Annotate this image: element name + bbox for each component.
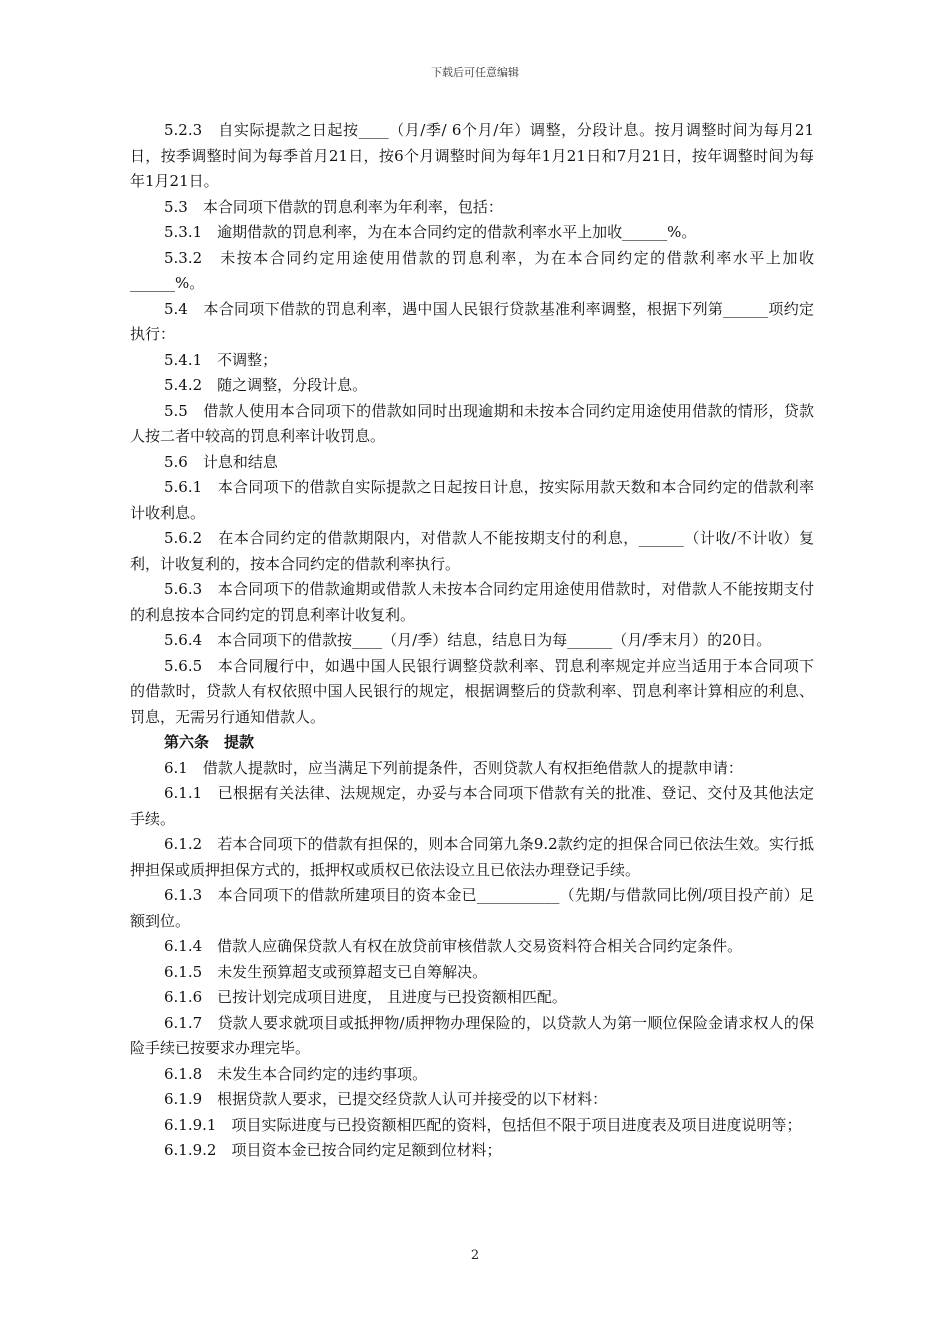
clause-5-2-3: 5.2.3 自实际提款之日起按____（月/季/ 6个月/年）调整，分段计息。按月调整时间为每月21日，按季调整时间为每季首月21日，按6个月调整时间为每年1月21日和7月21日，按年调整时间为每年1月21日。 <box>130 121 814 190</box>
clause-5-4: 5.4 本合同项下借款的罚息利率，遇中国人民银行贷款基准利率调整，根据下列第______项约定执行： <box>130 299 814 343</box>
clause-5-6-1: 5.6.1 本合同项下的借款自实际提款之日起按日计息，按实际用款天数和本合同约定的借款利率计收利息。 <box>130 478 814 522</box>
clause-6-1-1: 6.1.1 已根据有关法律、法规规定，办妥与本合同项下借款有关的批准、登记、交付及其他法定手续。 <box>130 784 814 828</box>
document-body <box>130 118 814 1164</box>
page-header: 下载后可任意编辑 <box>431 66 519 79</box>
clause-5-6-5: 5.6.5 本合同履行中，如遇中国人民银行调整贷款利率、罚息利率规定并应当适用于本合同项下的借款时，贷款人有权依照中国人民银行的规定，根据调整后的贷款利率、罚息利率计算相应的利息、罚息，无需另行通知借款人。 <box>130 656 814 726</box>
clause-6-1-9-2: 6.1.9.2 项目资本金已按合同约定足额到位材料； <box>164 1141 502 1159</box>
clause-6-1-9-1: 6.1.9.1 项目实际进度与已投资额相匹配的资料，包括但不限于项目进度表及项目进度说明等； <box>164 1115 802 1134</box>
page-number: 2 <box>470 1248 480 1263</box>
clause-5-6: 5.6 计息和结息 <box>164 452 278 471</box>
clause-5-3-2: 5.3.2 未按本合同约定用途使用借款的罚息利率，为在本合同约定的借款利率水平上加收______%。 <box>130 248 814 292</box>
article-6-heading: 第六条 提款 <box>164 733 255 751</box>
clause-6-1-4: 6.1.4 借款人应确保贷款人有权在放贷前审核借款人交易资料符合相关合同约定条件。 <box>164 937 743 955</box>
clause-6-1-9: 6.1.9 根据贷款人要求，已提交经贷款人认可并接受的以下材料： <box>164 1090 608 1108</box>
clause-5-3-1: 5.3.1 逾期借款的罚息利率，为在本合同约定的借款利率水平上加收______%。 <box>164 223 697 241</box>
clause-5-4-2: 5.4.2 随之调整，分段计息。 <box>164 376 368 394</box>
clause-6-1: 6.1 借款人提款时，应当满足下列前提条件，否则贷款人有权拒绝借款人的提款申请： <box>164 758 743 777</box>
clause-6-1-2: 6.1.2 若本合同项下的借款有担保的，则本合同第九条9.2款约定的担保合同已依法生效。实行抵押担保或质押担保方式的，抵押权或质权已依法设立且已依法办理登记手续。 <box>130 835 814 879</box>
clause-5-3: 5.3 本合同项下借款的罚息利率为年利率，包括： <box>164 197 503 216</box>
clause-6-1-3: 6.1.3 本合同项下的借款所建项目的资本金已___________（先期/与借款同比例/项目投产前）足额到位。 <box>130 886 814 930</box>
clause-6-1-8: 6.1.8 未发生本合同约定的违约事项。 <box>164 1064 428 1083</box>
clause-5-6-4: 5.6.4 本合同项下的借款按____（月/季）结息，结息日为每______（月/季末月）的20日。 <box>164 631 772 649</box>
clause-5-4-1: 5.4.1 不调整； <box>164 350 278 369</box>
clause-5-6-3: 5.6.3 本合同项下的借款逾期或借款人未按本合同约定用途使用借款时，对借款人不能按期支付的利息按本合同约定的罚息利率计收复利。 <box>130 580 814 624</box>
clause-6-1-6: 6.1.6 已按计划完成项目进度， 且进度与已投资额相匹配。 <box>164 988 567 1006</box>
clause-6-1-7: 6.1.7 贷款人要求就项目或抵押物/质押物办理保险的，以贷款人为第一顺位保险金请求权人的保险手续已按要求办理完毕。 <box>130 1013 814 1057</box>
clause-5-5: 5.5 借款人使用本合同项下的借款如同时出现逾期和未按本合同约定用途使用借款的情形，贷款人按二者中较高的罚息利率计收罚息。 <box>130 401 814 445</box>
clause-6-1-5: 6.1.5 未发生预算超支或预算超支已自筹解决。 <box>164 962 488 981</box>
clause-5-6-2: 5.6.2 在本合同约定的借款期限内，对借款人不能按期支付的利息，______（计收/不计收）复利，计收复利的，按本合同约定的借款利率执行。 <box>130 529 814 573</box>
